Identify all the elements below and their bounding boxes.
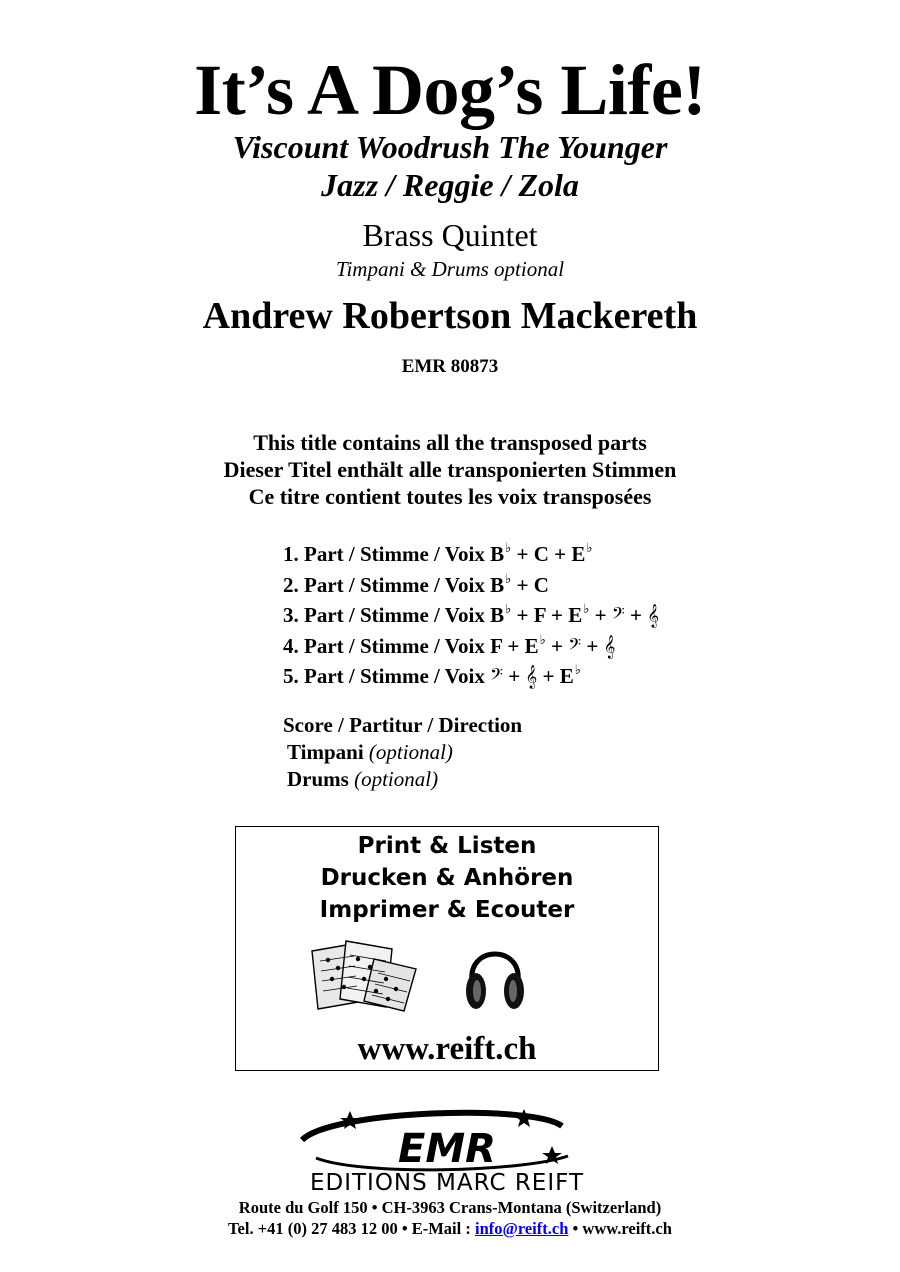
phone-email-label: Tel. +41 (0) 27 483 12 00 • E-Mail : — [228, 1219, 471, 1238]
part-key: E — [524, 633, 539, 658]
plus-sign: + — [516, 542, 529, 566]
part-label: 4. Part / Stimme / Voix F — [283, 633, 503, 658]
part-label: 2. Part / Stimme / Voix B — [283, 572, 505, 597]
part-label: 5. Part / Stimme / Voix — [283, 664, 485, 688]
catalog-number: EMR 80873 — [401, 356, 499, 377]
web-label: • www.reift.ch — [572, 1219, 672, 1238]
bass-clef-icon: 𝄢 — [568, 633, 582, 658]
flat-icon: ♭ — [583, 601, 590, 616]
part-row — [283, 655, 659, 686]
drums-label: Drums — [287, 767, 349, 791]
flat-icon: ♭ — [539, 631, 546, 647]
treble-clef-icon: 𝄞 — [647, 603, 660, 627]
subtitle-1: Viscount Woodrush The Younger — [232, 129, 668, 165]
bass-clef-icon: 𝄢 — [490, 664, 503, 688]
notice-line: Ce titre contient toutes les voix transposées — [248, 484, 652, 509]
flat-icon: ♭ — [574, 662, 581, 677]
flat-icon: ♭ — [505, 570, 512, 586]
plus-sign: + — [629, 603, 642, 627]
part-row — [283, 594, 659, 625]
plus-sign: + — [516, 572, 529, 597]
drums-note: (optional) — [354, 767, 439, 791]
part-row — [283, 533, 659, 564]
publisher-address: Route du Golf 150 • CH-3963 Crans-Montana (Switzerland) — [238, 1198, 662, 1217]
score-list — [283, 712, 522, 793]
headphones-icon — [464, 935, 526, 1015]
parts-list — [283, 533, 659, 686]
drums-item — [283, 766, 522, 793]
part-key: F — [533, 603, 546, 627]
bass-clef-icon: 𝄢 — [611, 603, 625, 627]
part-key: C — [533, 572, 549, 597]
flat-icon: ♭ — [505, 601, 512, 616]
part-label: 1. Part / Stimme / Voix B — [283, 542, 505, 566]
timpani-note: (optional) — [368, 740, 453, 764]
publisher-name: EDITIONS MARC REIFT — [309, 1170, 585, 1196]
promo-line: Drucken & Anhören — [320, 865, 574, 891]
part-key: E — [559, 664, 574, 688]
plus-sign: + — [594, 603, 607, 627]
timpani-item — [283, 739, 522, 766]
instrumentation: Brass Quintet — [362, 217, 538, 253]
part-key: E — [568, 603, 583, 627]
plus-sign: + — [551, 603, 563, 627]
plus-sign: + — [554, 542, 567, 566]
part-key: E — [571, 542, 586, 566]
transposition-notice — [0, 429, 900, 510]
subtitle-2: Jazz / Reggie / Zola — [321, 167, 579, 203]
website-link[interactable]: www.reift.ch — [357, 1031, 537, 1067]
timpani-label: Timpani — [287, 740, 364, 764]
emr-logo-text: EMR — [398, 1126, 496, 1172]
plus-sign: + — [508, 664, 521, 688]
promo-line: Print & Listen — [357, 833, 537, 859]
part-label: 3. Part / Stimme / Voix B — [283, 603, 505, 627]
treble-clef-icon: 𝄞 — [525, 664, 538, 688]
email-link[interactable]: info@reift.ch — [474, 1219, 569, 1238]
part-row — [283, 564, 659, 595]
plus-sign: + — [507, 633, 520, 658]
plus-sign: + — [586, 633, 599, 658]
promo-line: Imprimer & Ecouter — [319, 897, 575, 923]
notice-line: This title contains all the transposed parts — [253, 430, 647, 455]
print-listen-box — [235, 826, 659, 1071]
score-item: Score / Partitur / Direction — [283, 713, 523, 737]
treble-clef-icon: 𝄞 — [603, 633, 616, 658]
publisher-contact — [0, 1219, 900, 1238]
optional-note: Timpani & Drums optional — [335, 257, 565, 281]
title: It’s A Dog’s Life! — [194, 50, 706, 130]
sheet-music-icon — [308, 937, 420, 1012]
plus-sign: + — [542, 664, 555, 688]
flat-icon: ♭ — [586, 540, 593, 555]
composer: Andrew Robertson Mackereth — [202, 295, 698, 337]
notice-line: Dieser Titel enthält alle transponierten Stimmen — [223, 457, 677, 482]
part-key: C — [533, 542, 549, 566]
part-row — [283, 625, 659, 656]
plus-sign: + — [551, 633, 563, 658]
plus-sign: + — [516, 603, 529, 627]
flat-icon: ♭ — [505, 540, 512, 555]
emr-logo — [232, 1106, 662, 1196]
